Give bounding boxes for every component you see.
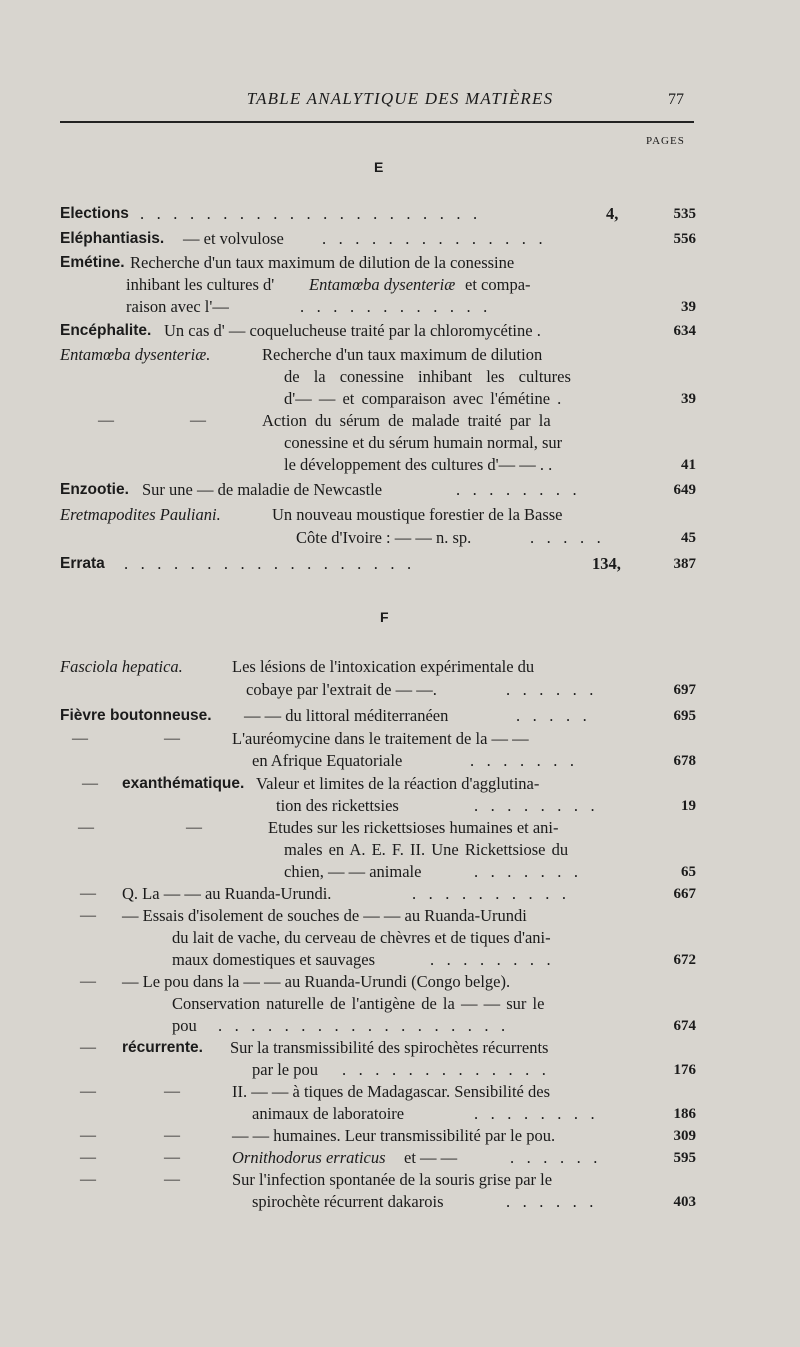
- entry-term: Entamœba dysenteriæ.: [60, 345, 211, 364]
- entry-text: de la conessine inhibant les cultures: [284, 367, 571, 386]
- ditto-dash: —: [80, 1171, 96, 1188]
- entry-text: et — —: [404, 1148, 458, 1167]
- entry-text: Action du sérum de malade traité par la: [262, 411, 551, 430]
- page-ref: 556: [673, 231, 696, 247]
- page-ref: 309: [673, 1128, 696, 1144]
- entry-text: — Le pou dans la — — au Ruanda-Urundi (Congo belge).: [122, 972, 511, 991]
- entry-encephalite: [0, 321, 800, 341]
- ditto-dash: —: [164, 1149, 180, 1166]
- entry-text: pou: [172, 1016, 197, 1035]
- leader-dots: . . . . . .: [506, 1192, 598, 1211]
- entry-text: Les lésions de l'intoxication expérimentale du: [232, 657, 535, 676]
- entry-text: — Essais d'isolement de souches de — — au Ruanda-Urundi: [122, 906, 527, 925]
- subentry-recurrente-line2: [0, 1060, 800, 1080]
- leader-dots: . . . . . . .: [470, 751, 579, 770]
- entry-text: males en A. E. F. II. Une Rickettsiose du: [284, 840, 569, 859]
- entry-eretmapodites-line2: [0, 528, 800, 548]
- ditto-dash: —: [98, 412, 114, 429]
- subentry-etudes: [0, 818, 800, 838]
- entry-text: en Afrique Equatoriale: [252, 751, 403, 770]
- entry-text: Recherche d'un taux maximum de dilution: [262, 345, 543, 364]
- entry-text: Sur une — de maladie de Newcastle: [142, 480, 383, 499]
- page-ref: 41: [681, 457, 696, 473]
- subentry-q-fever: [0, 884, 800, 904]
- entry-text: — et volvulose: [183, 229, 284, 248]
- entry-eretmapodites: [0, 505, 800, 525]
- subentry-serum-line2: [0, 433, 800, 453]
- ditto-dash: —: [80, 973, 96, 990]
- entry-text: le développement des cultures d'— — . .: [284, 455, 553, 474]
- leader-dots: . . . . . . . . . . . .: [300, 297, 492, 316]
- entry-text: Sur l'infection spontanée de la souris grise par le: [232, 1170, 553, 1189]
- page-ref: 45: [681, 530, 696, 546]
- entry-text: II. — — à tiques de Madagascar. Sensibilité des: [232, 1082, 551, 1101]
- pages-column-label: PAGES: [646, 135, 685, 147]
- page-ref: 649: [673, 482, 696, 498]
- entry-term: Emétine.: [60, 254, 125, 271]
- leader-dots: . . . . . . . . . . . . . . . . . .: [218, 1016, 510, 1035]
- entry-term: Eretmapodites Pauliani.: [60, 505, 221, 524]
- entry-text: inhibant les cultures d': [126, 275, 275, 294]
- entry-text: chien, — — animale: [284, 862, 422, 881]
- entry-text: maux domestiques et sauvages: [172, 950, 375, 969]
- running-header-title: TABLE ANALYTIQUE DES MATIÈRES: [246, 89, 554, 108]
- entry-term: récurrente.: [122, 1039, 203, 1056]
- entry-term: Fasciola hepatica.: [60, 657, 183, 676]
- entry-fasciola-line2: [0, 680, 800, 700]
- leader-dots: . . . . . . .: [474, 862, 583, 881]
- subentry-infection-line2: [0, 1192, 800, 1212]
- entry-term: exanthématique.: [122, 775, 245, 792]
- entry-text: d'— — et comparaison avec l'émétine .: [284, 389, 562, 408]
- leader-dots: . . . . . . . .: [474, 1104, 599, 1123]
- entry-text: Etudes sur les rickettsioses humaines et ani-: [268, 818, 559, 837]
- entry-ref: 4,: [606, 204, 619, 223]
- entry-text: du lait de vache, du cerveau de chèvres et de tiques d'ani-: [172, 928, 551, 947]
- ditto-dash: —: [80, 1149, 96, 1166]
- entry-elephantiasis: [0, 229, 800, 249]
- entry-entamoeba-line3: [0, 389, 800, 409]
- entry-fasciola: [0, 657, 800, 677]
- page-ref: 674: [673, 1018, 696, 1034]
- entry-emetine: [0, 253, 800, 273]
- page-ref: 39: [681, 299, 696, 315]
- ditto-dash: —: [78, 819, 94, 836]
- page-ref: 65: [681, 864, 696, 880]
- page-ref: 697: [673, 682, 696, 698]
- ditto-dash: —: [80, 1083, 96, 1100]
- leader-dots: . . . . . . . . . . . . .: [342, 1060, 551, 1079]
- entry-text: Un cas d' — coqueluchеuse traité par la chloromycétine .: [164, 321, 541, 340]
- ditto-dash: —: [80, 907, 96, 924]
- subentry-aureomycine: [0, 729, 800, 749]
- subentry-tiques-line2: [0, 1104, 800, 1124]
- entry-text: conessine et du sérum humain normal, sur: [284, 433, 563, 452]
- subentry-tiques: [0, 1082, 800, 1102]
- page-ref: 535: [673, 206, 696, 222]
- entry-text: Sur la transmissibilité des spirochètes récurrents: [230, 1038, 549, 1057]
- entry-emetine-line2: [0, 275, 800, 295]
- leader-dots: . . . . . . . .: [474, 796, 599, 815]
- subentry-essais: [0, 906, 800, 926]
- subentry-pou-line2: [0, 994, 800, 1014]
- subentry-exanthematique-line2: [0, 796, 800, 816]
- page-ref: 595: [673, 1150, 696, 1166]
- entry-term: Errata: [60, 555, 105, 572]
- ditto-dash: —: [190, 412, 206, 429]
- page-ref: 672: [673, 952, 696, 968]
- entry-elections: [0, 204, 800, 224]
- ditto-dash: —: [164, 730, 180, 747]
- entry-term: Eléphantiasis.: [60, 230, 165, 247]
- page-number: 77: [668, 91, 684, 108]
- entry-ref: 134,: [592, 554, 621, 573]
- ditto-dash: —: [164, 1083, 180, 1100]
- leader-dots: . . . . . . . . . . . . . . . . . . . . .: [140, 204, 482, 223]
- leader-dots: . . . . . . . . . .: [412, 884, 571, 903]
- leader-dots: . . . . . .: [510, 1148, 602, 1167]
- subentry-pou: [0, 972, 800, 992]
- page-ref: 387: [673, 556, 696, 572]
- page-ref: 186: [673, 1106, 696, 1122]
- entry-term: Encéphalite.: [60, 322, 152, 339]
- page-ref: 19: [681, 798, 696, 814]
- entry-entamoeba: [0, 345, 800, 365]
- entry-text: — — humaines. Leur transmissibilité par le pou.: [232, 1126, 556, 1145]
- entry-text: cobaye par l'extrait de — —.: [246, 680, 437, 699]
- subentry-essais-line2: [0, 928, 800, 948]
- ditto-dash: —: [80, 1127, 96, 1144]
- subentry-recurrente: [0, 1038, 800, 1058]
- entry-term: Fièvre boutonneuse.: [60, 707, 212, 724]
- entry-term: Enzootie.: [60, 481, 129, 498]
- entry-text: Conservation naturelle de l'antigène de la — — sur le: [172, 994, 545, 1013]
- page-ref: 667: [673, 886, 696, 902]
- leader-dots: . . . . . . . . . . . . . .: [322, 229, 547, 248]
- page-ref: 39: [681, 391, 696, 407]
- section-letter-f: F: [380, 609, 389, 625]
- leader-dots: . . . . .: [530, 528, 605, 547]
- subentry-essais-line3: [0, 950, 800, 970]
- ditto-dash: —: [82, 775, 98, 792]
- subentry-infection: [0, 1170, 800, 1190]
- subentry-ornithodorus: [0, 1148, 800, 1168]
- ditto-dash: —: [72, 730, 88, 747]
- entry-text: par le pou: [252, 1060, 318, 1079]
- entry-text: Valeur et limites de la réaction d'agglutina-: [256, 774, 540, 793]
- subentry-exanthematique: [0, 774, 800, 794]
- entry-errata: [0, 554, 800, 574]
- entry-emetine-line3: [0, 297, 800, 317]
- leader-dots: . . . . . . . .: [430, 950, 555, 969]
- ditto-dash: —: [186, 819, 202, 836]
- entry-enzootie: [0, 480, 800, 500]
- entry-text: animaux de laboratoire: [252, 1104, 405, 1123]
- subentry-aureomycine-line2: [0, 751, 800, 771]
- ditto-dash: —: [164, 1171, 180, 1188]
- entry-text: — — du littoral méditerranéen: [244, 706, 449, 725]
- page-ref: 176: [673, 1062, 696, 1078]
- ditto-dash: —: [164, 1127, 180, 1144]
- entry-text: L'auréomycine dans le traitement de la — —: [232, 729, 529, 748]
- entry-term: Elections: [60, 205, 129, 222]
- entry-text: spirochète récurrent dakarois: [252, 1192, 444, 1211]
- subentry-pou-line3: [0, 1016, 800, 1036]
- entry-text: raison avec l'—: [126, 297, 229, 316]
- entry-entamoeba-line2: [0, 367, 800, 387]
- entry-text: tion des rickettsies: [276, 796, 399, 815]
- entry-taxon: Ornithodorus erraticus: [232, 1148, 386, 1167]
- subentry-etudes-line2: [0, 840, 800, 860]
- entry-text: et compa-: [465, 275, 531, 294]
- entry-taxon: Entamœba dysenteriæ: [309, 275, 456, 294]
- page-ref: 695: [673, 708, 696, 724]
- subentry-etudes-line3: [0, 862, 800, 882]
- leader-dots: . . . . .: [516, 706, 591, 725]
- entry-fievre-boutonneuse: [0, 706, 800, 726]
- subentry-humaines: [0, 1126, 800, 1146]
- section-letter-e: E: [374, 159, 384, 175]
- leader-dots: . . . . . . . . . . . . . . . . . .: [124, 554, 416, 573]
- ditto-dash: —: [80, 1039, 96, 1056]
- page-ref: 678: [673, 753, 696, 769]
- page-ref: 403: [673, 1194, 696, 1210]
- header-rule: [60, 121, 694, 123]
- subentry-serum-line3: [0, 455, 800, 475]
- ditto-dash: —: [80, 885, 96, 902]
- leader-dots: . . . . . . . .: [456, 480, 581, 499]
- entry-text: Côte d'Ivoire : — — n. sp.: [296, 528, 472, 547]
- leader-dots: . . . . . .: [506, 680, 598, 699]
- page-ref: 634: [673, 323, 696, 339]
- entry-text: Recherche d'un taux maximum de dilution de la conessine: [130, 253, 515, 272]
- subentry-serum: [0, 411, 800, 431]
- entry-text: Q. La — — au Ruanda-Urundi.: [122, 884, 332, 903]
- entry-text: Un nouveau moustique forestier de la Basse: [272, 505, 563, 524]
